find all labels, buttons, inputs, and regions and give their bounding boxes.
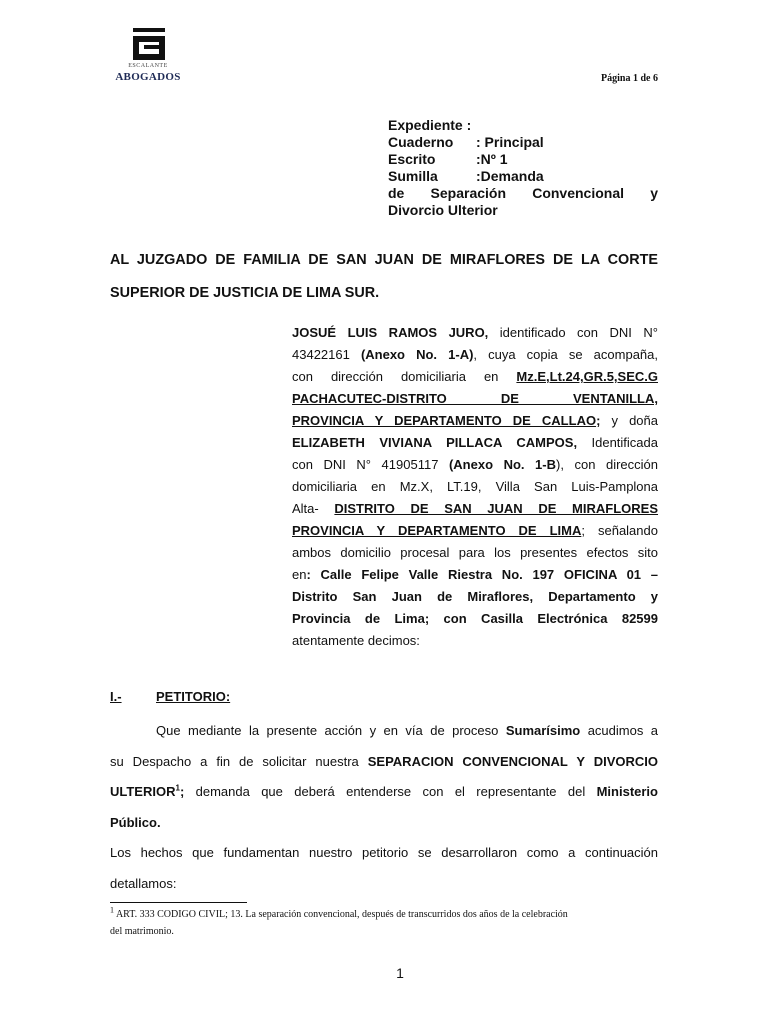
body-line: detallamos: <box>110 875 177 891</box>
section-heading <box>110 689 230 704</box>
meta-sumilla-line2: de Separación Convencional y <box>388 185 658 201</box>
intro-line: PACHACUTEC-DISTRITO DE VENTANILLA, <box>292 391 658 406</box>
firm-logo <box>112 28 184 86</box>
intro-line: PROVINCIA Y DEPARTAMENTO DE LIMA; señalando <box>292 523 658 538</box>
body-line: Público. <box>110 814 161 830</box>
body-line: Los hechos que fundamentan nuestro petitorio se desarrollaron como a continuación <box>110 845 658 861</box>
logo-title: ABOGADOS <box>115 71 181 83</box>
court-line-2: SUPERIOR DE JUSTICIA DE LIMA SUR. <box>110 285 380 301</box>
body-line: ULTERIOR$^1$; demanda que deberá entenderse con el representante del Ministerio <box>110 783 658 800</box>
intro-line: JOSUÉ LUIS RAMOS JURO, identificado con DNI N° <box>292 325 658 340</box>
intro-line: ELIZABETH VIVIANA PILLACA CAMPOS, Identificada <box>292 435 659 450</box>
firm-logo-icon <box>132 28 166 60</box>
intro-line: atentamente decimos: <box>292 633 420 648</box>
intro-line: 43422161 (Anexo No. 1-A), cuya copia se acompaña, <box>292 347 658 362</box>
footnote-divider <box>110 902 247 903</box>
court-addressee <box>110 252 658 301</box>
parties-paragraph <box>292 322 658 652</box>
body-line: Que mediante la presente acción y en vía de proceso Sumarísimo acudimos a <box>156 723 659 738</box>
intro-line: Provincia de Lima; con Casilla Electrónica 82599 <box>292 611 658 626</box>
intro-line: Distrito San Juan de Miraflores, Departamento y <box>292 589 658 604</box>
meta-sumilla: Sumilla :Demanda <box>388 168 544 184</box>
body-line: su Despacho a fin de solicitar nuestra SEPARACION CONVENCIONAL Y DIVORCIO <box>110 753 658 769</box>
section-number: I.- <box>110 689 122 704</box>
footnote <box>110 906 650 940</box>
case-metadata <box>388 117 658 219</box>
intro-line: PROVINCIA Y DEPARTAMENTO DE CALLAO; y doña <box>292 413 658 428</box>
meta-cuaderno: Cuaderno : Principal <box>388 134 544 150</box>
page-indicator: Página 1 de 6 <box>601 73 658 84</box>
meta-escrito: Escrito :Nº 1 <box>388 151 508 167</box>
page-number: 1 <box>396 965 404 981</box>
intro-line: con DNI N° 41905117 (Anexo No. 1-B), con dirección <box>292 457 659 472</box>
court-line-1: AL JUZGADO DE FAMILIA DE SAN JUAN DE MIRAFLORES DE LA CORTE <box>110 252 658 268</box>
section-title: PETITORIO: <box>156 689 231 704</box>
logo-subtitle: ESCALANTE <box>128 63 168 69</box>
footnote-line: del matrimonio. <box>110 926 174 937</box>
footnote-ref: 1 <box>175 783 180 793</box>
meta-sumilla-line3: Divorcio Ulterior <box>388 202 498 218</box>
petitorio-paragraph <box>110 716 658 900</box>
meta-expediente: Expediente : <box>388 117 472 133</box>
intro-line: domiciliaria en Mz.X, LT.19, Villa San Luis-Pamplona <box>292 479 658 494</box>
intro-line: ambos domicilio procesal para los presentes efectos sito <box>292 545 658 560</box>
intro-line: con dirección domiciliaria en Mz.E,Lt.24,GR.5,SEC.G <box>292 369 658 384</box>
intro-line: Alta- DISTRITO DE SAN JUAN DE MIRAFLORES <box>292 501 659 516</box>
intro-line: en: Calle Felipe Valle Riestra No. 197 OFICINA 01 – <box>292 567 658 582</box>
footnote-line: $^1$ ART. 333 CODIGO CIVIL; 13. La separación convencional, después de transcurridos dos años de la celebración <box>110 905 568 920</box>
